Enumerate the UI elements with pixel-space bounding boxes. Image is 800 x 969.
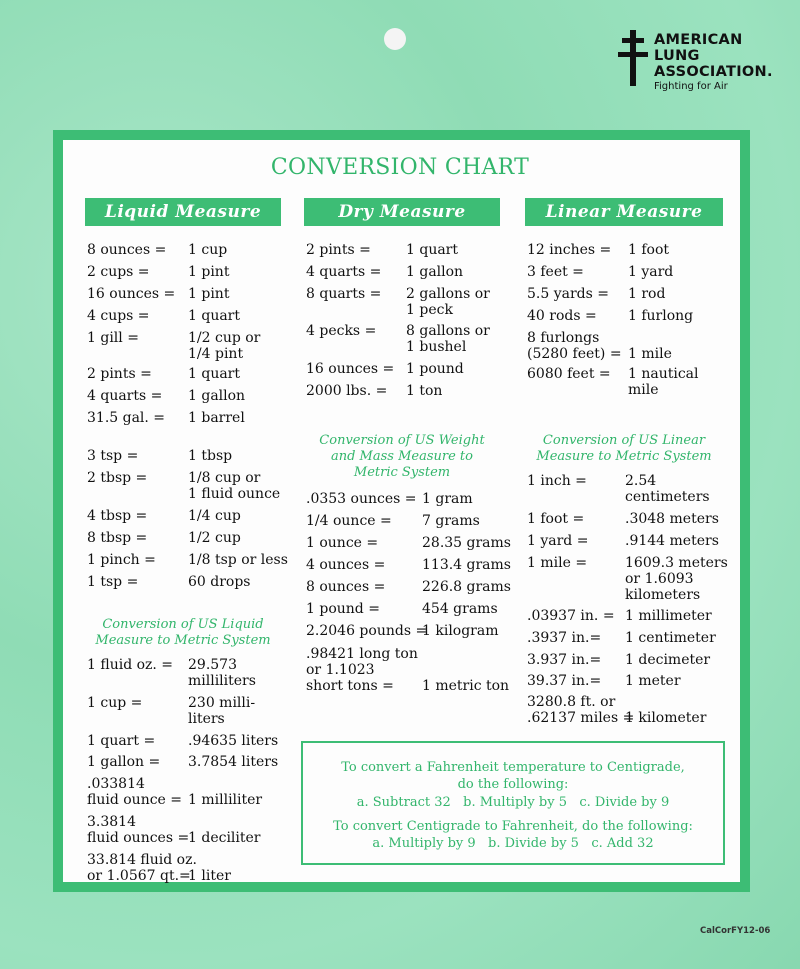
liquid-metric-row [87,754,279,770]
liquid-row-from: 16 ounces = [87,286,176,302]
liquid-row [87,366,241,382]
linear-row-from: 40 rods = [527,308,597,324]
linear-row [527,286,666,302]
dry-metric-from: 1/4 ounce = [306,513,392,529]
liquid-row-from: 31.5 gal. = [87,410,166,426]
dry-metric-row [306,557,511,573]
linear-metric-from: 1 inch = [527,473,587,489]
liquid-row-to: 1 pint [188,286,230,302]
linear-metric-to: 2.54 centimeters [625,473,710,505]
dry-row-to: 1 ton [406,383,443,399]
liquid-row [87,388,246,404]
liquid-metric-title: Conversion of US Liquid Measure to Metric System [95,617,271,648]
liquid-row-from: 2 tbsp = [87,470,148,486]
liquid-row-to: 1 tbsp [188,448,233,464]
liquid-row-to: 1 gallon [188,388,246,404]
dry-metric-row [306,513,480,529]
dry-row-from: 2000 lbs. = [306,383,388,399]
dry-metric-to: 454 grams [422,601,498,617]
dry-metric-row [306,579,511,595]
liquid-row-from: 8 ounces = [87,242,167,258]
liquid-metric-from: 1 gallon = [87,754,161,770]
liquid-metric-row [87,733,279,749]
dry-metric-row [306,535,511,551]
dry-row [306,264,464,280]
liquid-metric-to: 3.7854 liters [188,754,279,770]
dry-metric-from: 4 ounces = [306,557,386,573]
linear-row [527,308,694,324]
linear-metric-title: Conversion of US Linear Measure to Metric System [536,433,712,464]
liquid-metric-row [87,776,263,808]
form-code: CalCorFY12-06 [700,926,771,936]
liquid-metric-row [87,657,256,689]
dry-row-from: 4 quarts = [306,264,382,280]
linear-metric-row [527,555,728,603]
linear-metric-from: .03937 in. = [527,608,615,624]
linear-metric-to: .3048 meters [625,511,719,527]
f-to-c-line-2: do the following: [457,777,569,792]
linear-row-from: 5.5 yards = [527,286,609,302]
liquid-metric-row [87,695,256,727]
double-barred-cross-icon [618,30,648,86]
dry-metric-to: 1 metric ton [422,678,510,694]
organization-name: AMERICAN LUNG ASSOCIATION. [654,32,773,80]
dry-metric-to: 28.35 grams [422,535,511,551]
liquid-metric-row [87,814,261,846]
dry-metric-from: 2.2046 pounds = [306,623,428,639]
linear-metric-row [527,533,719,549]
liquid-row-to: 1 cup [188,242,228,258]
dry-row [306,383,443,399]
linear-row-to: 1 yard [628,264,674,280]
linear-row-from: 3 feet = [527,264,584,280]
liquid-row-to: 1 quart [188,366,241,382]
liquid-row [87,470,281,502]
linear-metric-row [527,694,707,726]
liquid-measure-header: Liquid Measure [85,198,281,226]
dry-row-from: 4 pecks = [306,323,377,339]
liquid-metric-from: 1 cup = [87,695,143,711]
liquid-row [87,410,245,426]
linear-metric-row [527,473,710,505]
linear-metric-to: 1 meter [625,673,681,689]
liquid-row [87,286,230,302]
liquid-row [87,530,241,546]
linear-row-from: 8 furlongs (5280 feet) = [527,330,622,362]
dry-metric-row [306,601,498,617]
linear-row [527,264,674,280]
liquid-metric-to: 1 liter [188,868,231,884]
liquid-row [87,448,233,464]
c-to-f-line: To convert Centigrade to Fahrenheit, do the following: [333,819,693,834]
linear-row-from: 12 inches = [527,242,612,258]
linear-row-to: 1 foot [628,242,670,258]
dry-metric-from: .98421 long ton or 1.1023 short tons = [306,646,418,694]
dry-metric-row [306,646,510,694]
liquid-metric-from: 3.3814 fluid ounces = [87,814,190,846]
dry-metric-to: 1 gram [422,491,473,507]
liquid-metric-row [87,852,231,884]
liquid-metric-from: .033814 fluid ounce = [87,776,183,808]
liquid-metric-from: 1 quart = [87,733,156,749]
linear-row-from: 6080 feet = [527,366,611,382]
dry-metric-row [306,623,499,639]
liquid-metric-to: 230 milli- liters [188,695,256,727]
liquid-metric-to: 1 deciliter [188,830,261,846]
punch-hole [384,28,406,50]
f-to-c-line-1: To convert a Fahrenheit temperature to Centigrade, [341,760,685,775]
dry-row [306,286,490,318]
linear-metric-to: 1 kilometer [625,710,707,726]
linear-metric-to: .9144 meters [625,533,719,549]
linear-metric-from: 3280.8 ft. or .62137 miles = [527,694,635,726]
liquid-row-from: 3 tsp = [87,448,139,464]
liquid-row-from: 2 pints = [87,366,152,382]
liquid-row-from: 1 gill = [87,330,139,346]
linear-metric-row [527,630,716,646]
linear-metric-from: .3937 in.= [527,630,602,646]
dry-row-to: 8 gallons or 1 bushel [406,323,490,355]
liquid-metric-from: 33.814 fluid oz. or 1.0567 qt.= [87,852,197,884]
dry-row-to: 2 gallons or 1 peck [406,286,490,318]
linear-row [527,366,699,398]
liquid-row-to: 1 quart [188,308,241,324]
linear-measure-header: Linear Measure [525,198,723,226]
linear-metric-from: 3.937 in.= [527,652,602,668]
liquid-row [87,330,261,362]
dry-row-from: 8 quarts = [306,286,382,302]
dry-measure-header: Dry Measure [304,198,500,226]
liquid-row-to: 1/8 tsp or less [188,552,288,568]
dry-metric-from: 1 ounce = [306,535,379,551]
linear-metric-row [527,673,681,689]
dry-metric-title: Conversion of US Weight and Mass Measure to Metric System [319,433,485,480]
liquid-metric-from: 1 fluid oz. = [87,657,174,673]
dry-row-to: 1 pound [406,361,464,377]
c-to-f-steps: a. Multiply by 9 b. Divide by 5 c. Add 32 [372,836,654,851]
linear-metric-from: 39.37 in.= [527,673,602,689]
dry-metric-from: 8 ounces = [306,579,386,595]
liquid-row-from: 2 cups = [87,264,150,280]
dry-row [306,361,464,377]
logo-tagline: Fighting for Air [654,81,728,92]
dry-metric-from: 1 pound = [306,601,380,617]
american-lung-association-logo [618,30,788,100]
dry-row [306,323,490,355]
linear-row [527,242,670,258]
linear-metric-from: 1 yard = [527,533,589,549]
liquid-row-from: 4 quarts = [87,388,163,404]
linear-metric-row [527,608,712,624]
dry-metric-to: 7 grams [422,513,480,529]
liquid-metric-to: .94635 liters [188,733,279,749]
dry-metric-to: 1 kilogram [422,623,499,639]
liquid-row [87,552,288,568]
linear-metric-row [527,652,711,668]
liquid-row-to: 1 barrel [188,410,245,426]
linear-metric-to: 1 centimeter [625,630,716,646]
linear-row-to: 1 rod [628,286,666,302]
linear-row [527,330,672,362]
liquid-row [87,308,241,324]
liquid-row-to: 1/8 cup or 1 fluid ounce [188,470,281,502]
liquid-row-to: 1/2 cup or 1/4 pint [188,330,261,362]
linear-metric-to: 1 millimeter [625,608,712,624]
linear-metric-to: 1 decimeter [625,652,711,668]
liquid-row [87,264,230,280]
page-title: CONVERSION CHART [270,155,530,180]
liquid-row-from: 4 tbsp = [87,508,148,524]
dry-row-from: 16 ounces = [306,361,395,377]
liquid-row-to: 1/4 cup [188,508,241,524]
dry-row-from: 2 pints = [306,242,371,258]
liquid-row [87,242,228,258]
liquid-row-to: 60 drops [188,574,251,590]
linear-row-to: 1 mile [628,346,672,362]
dry-metric-row [306,491,473,507]
f-to-c-steps: a. Subtract 32 b. Multiply by 5 c. Divide by 9 [356,795,670,810]
liquid-row-to: 1/2 cup [188,530,241,546]
liquid-row-from: 4 cups = [87,308,150,324]
dry-metric-from: .0353 ounces = [306,491,417,507]
temperature-conversion-box [301,741,725,865]
liquid-row-from: 8 tbsp = [87,530,148,546]
linear-metric-row [527,511,719,527]
liquid-row [87,508,241,524]
liquid-row-from: 1 tsp = [87,574,139,590]
dry-metric-to: 226.8 grams [422,579,511,595]
linear-row-to: 1 furlong [628,308,694,324]
liquid-metric-to: 1 milliliter [188,792,263,808]
liquid-row [87,574,251,590]
linear-row-to: 1 nautical mile [628,366,699,398]
dry-row [306,242,459,258]
liquid-row-from: 1 pinch = [87,552,156,568]
linear-metric-from: 1 foot = [527,511,585,527]
dry-row-to: 1 quart [406,242,459,258]
linear-metric-from: 1 mile = [527,555,588,571]
liquid-metric-to: 29.573 milliliters [188,657,256,689]
dry-row-to: 1 gallon [406,264,464,280]
dry-metric-to: 113.4 grams [422,557,511,573]
liquid-row-to: 1 pint [188,264,230,280]
linear-metric-to: 1609.3 meters or 1.6093 kilometers [625,555,728,603]
